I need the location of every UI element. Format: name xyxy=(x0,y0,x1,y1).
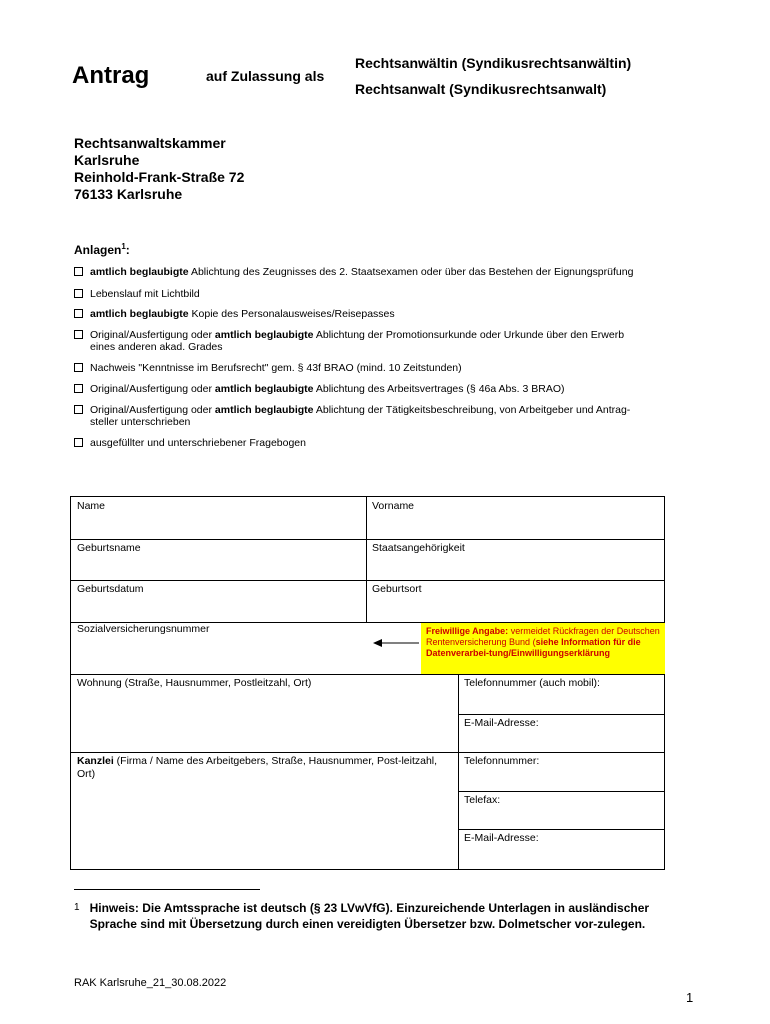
anlagen-item: Lebenslauf mit Lichtbild xyxy=(74,288,694,300)
checkbox[interactable] xyxy=(74,330,83,339)
anlagen-heading: Anlagen$^1$: xyxy=(74,242,130,257)
address-line: Rechtsanwaltskammer xyxy=(74,135,226,151)
role-option-rechtsanwaeltin: Rechtsanwältin (Syndikusrechtsanwältin) xyxy=(355,55,632,71)
checkbox[interactable] xyxy=(74,438,83,447)
role-option-rechtsanwalt: Rechtsanwalt (Syndikusrechtsanwalt) xyxy=(355,81,607,97)
checkbox[interactable] xyxy=(74,363,83,372)
geburtsdatum-field[interactable]: Geburtsdatum xyxy=(77,583,144,595)
footnote-mark: 1 xyxy=(121,242,126,251)
footnote-number: 1 xyxy=(74,902,80,913)
checkbox[interactable] xyxy=(74,405,83,414)
telefon-field[interactable]: Telefonnummer: xyxy=(464,755,540,767)
title-antrag: Antrag xyxy=(72,62,150,89)
telefax-field[interactable]: Telefax: xyxy=(464,794,501,806)
address-line: Karlsruhe xyxy=(74,152,140,168)
anlagen-item: ausgefüllter und unterschriebener Fragebogen xyxy=(74,437,694,449)
vorname-field[interactable]: Vorname xyxy=(372,500,415,512)
anlagen-item: Original/Ausfertigung oder amtlich beglaubigte Ablichtung des Arbeitsvertrages (§ 46a Abs. 3 BRAO) xyxy=(74,383,694,395)
checkbox[interactable] xyxy=(74,267,83,276)
footnote xyxy=(74,900,694,932)
email-field-2[interactable]: E-Mail-Adresse: xyxy=(464,832,539,844)
telefon-mobil-field[interactable]: Telefonnummer (auch mobil): xyxy=(464,677,600,689)
anlagen-item: Nachweis "Kenntnisse im Berufsrecht" gem. § 43f BRAO (mind. 10 Zeitstunden) xyxy=(74,362,694,374)
checkbox[interactable] xyxy=(74,309,83,318)
anlagen-item: amtlich beglaubigte Ablichtung des Zeugnisses des 2. Staatsexamen oder über das Bestehen der Eignungsprüfung xyxy=(74,266,694,278)
document-reference: RAK Karlsruhe_21_30.08.2022 xyxy=(74,977,227,989)
title-zulassung: auf Zulassung als xyxy=(206,68,325,84)
email-field-1[interactable]: E-Mail-Adresse: xyxy=(464,717,539,729)
checkbox[interactable] xyxy=(74,384,83,393)
page-number: 1 xyxy=(686,990,694,1005)
footnote-divider xyxy=(74,889,260,890)
name-field[interactable]: Name xyxy=(77,500,106,512)
checkbox[interactable] xyxy=(74,289,83,298)
wohnung-field[interactable]: Wohnung (Straße, Hausnummer, Postleitzahl, Ort) xyxy=(77,677,312,689)
address-line: Reinhold-Frank-Straße 72 xyxy=(74,169,245,185)
personal-data-form xyxy=(70,496,665,870)
kanzlei-field[interactable]: Kanzlei (Firma / Name des Arbeitgebers, Straße, Hausnummer, Post-leitzahl, Ort) xyxy=(77,755,438,780)
footnote-text: Hinweis: Die Amtssprache ist deutsch (§ 23 LVwVfG). Einzureichende Unterlagen in ausländischer Sprache sind mit Übersetzung durch einen vereidigten Übersetzer bzw. Dolmetscher vor-zulegen. xyxy=(89,901,650,931)
staatsangehoerigkeit-field[interactable]: Staatsangehörigkeit xyxy=(372,542,465,554)
anlagen-item: Original/Ausfertigung oder amtlich beglaubigte Ablichtung der Promotionsurkunde oder Urkunde über den Erwerb eines anderen akad. Grades xyxy=(74,329,694,353)
recipient-address xyxy=(74,135,244,203)
voluntary-info-note: Freiwillige Angabe: vermeidet Rückfragen der Deutschen Rentenversicherung Bund (siehe Information für die Datenverarbei-tung/Einwilligungserklärung xyxy=(421,623,665,674)
anlagen-item: amtlich beglaubigte Kopie des Personalausweises/Reisepasses xyxy=(74,308,694,320)
arrow-left-icon xyxy=(373,638,419,648)
anlagen-item: Original/Ausfertigung oder amtlich beglaubigte Ablichtung der Tätigkeitsbeschreibung, von Arbeitgeber und Antrag- steller unterschrieben xyxy=(74,404,694,428)
address-line: 76133 Karlsruhe xyxy=(74,186,183,202)
sozialversicherungsnummer-field[interactable]: Sozialversicherungsnummer xyxy=(77,623,210,635)
geburtsname-field[interactable]: Geburtsname xyxy=(77,542,141,554)
geburtsort-field[interactable]: Geburtsort xyxy=(372,583,422,595)
